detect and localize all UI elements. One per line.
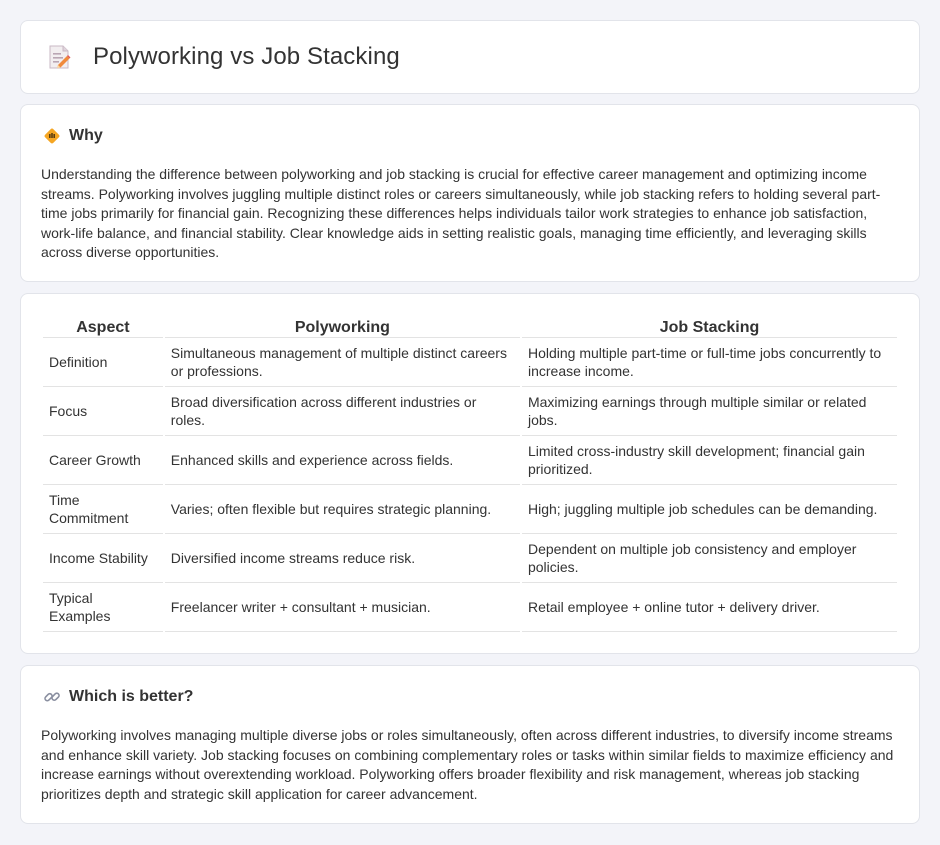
cell-job-stacking: Maximizing earnings through multiple similar or related jobs. xyxy=(522,387,897,436)
cell-polyworking: Simultaneous management of multiple distinct careers or professions. xyxy=(165,338,520,387)
table-row xyxy=(43,583,897,632)
table-row xyxy=(43,534,897,583)
link-icon xyxy=(43,688,61,706)
page-title: Polyworking vs Job Stacking xyxy=(93,43,400,70)
header-aspect: Aspect xyxy=(43,316,163,338)
why-section xyxy=(20,104,920,282)
why-paragraph: Understanding the difference between polyworking and job stacking is crucial for effective career management and optimizing income streams. Polyworking involves juggling multiple distinct roles or careers simultaneously, while job stacking refers to holding several part-time jobs primarily for financial gain. Recognizing these differences helps individuals tailor work strategies to enhance job satisfaction, work-life balance, and financial stability. Clear knowledge aids in setting realistic goals, managing time efficiently, and leveraging skills across diverse opportunities. xyxy=(41,166,881,261)
why-title: Why xyxy=(69,127,103,144)
cell-aspect: Definition xyxy=(43,338,163,387)
document-edit-icon xyxy=(47,44,71,70)
header-polyworking: Polyworking xyxy=(165,316,520,338)
cell-job-stacking: Dependent on multiple job consistency and employer policies. xyxy=(522,534,897,583)
header-card xyxy=(20,20,920,94)
diamond-warning-icon xyxy=(43,127,61,145)
cell-job-stacking: High; juggling multiple job schedules can be demanding. xyxy=(522,485,897,534)
which-is-better-section xyxy=(20,665,920,824)
table-row xyxy=(43,436,897,485)
cell-job-stacking: Holding multiple part-time or full-time jobs concurrently to increase income. xyxy=(522,338,897,387)
cell-aspect: Time Commitment xyxy=(43,485,163,534)
cell-aspect: Income Stability xyxy=(43,534,163,583)
cell-job-stacking: Retail employee + online tutor + delivery driver. xyxy=(522,583,897,632)
table-row xyxy=(43,387,897,436)
cell-aspect: Typical Examples xyxy=(43,583,163,632)
cell-job-stacking: Limited cross-industry skill development; financial gain prioritized. xyxy=(522,436,897,485)
cell-polyworking: Varies; often flexible but requires strategic planning. xyxy=(165,485,520,534)
table-row xyxy=(43,338,897,387)
header-job-stacking: Job Stacking xyxy=(522,316,897,338)
cell-polyworking: Enhanced skills and experience across fields. xyxy=(165,436,520,485)
cell-aspect: Career Growth xyxy=(43,436,163,485)
better-paragraph: Polyworking involves managing multiple diverse jobs or roles simultaneously, often across different industries, to diversify income streams and enhance skill variety. Job stacking focuses on combining complementary roles or tasks within similar fields to maximize efficiency and increase earnings without overextending workload. Polyworking offers broader flexibility and risk management, whereas job stacking prioritizes depth and strategic skill application for career advancement. xyxy=(41,727,894,802)
comparison-section xyxy=(20,293,920,654)
cell-polyworking: Diversified income streams reduce risk. xyxy=(165,534,520,583)
table-row xyxy=(43,485,897,534)
cell-polyworking: Freelancer writer + consultant + musician. xyxy=(165,583,520,632)
better-title: Which is better? xyxy=(69,688,194,705)
table-header-row xyxy=(43,316,897,338)
cell-polyworking: Broad diversification across different industries or roles. xyxy=(165,387,520,436)
comparison-table xyxy=(41,316,899,632)
cell-aspect: Focus xyxy=(43,387,163,436)
